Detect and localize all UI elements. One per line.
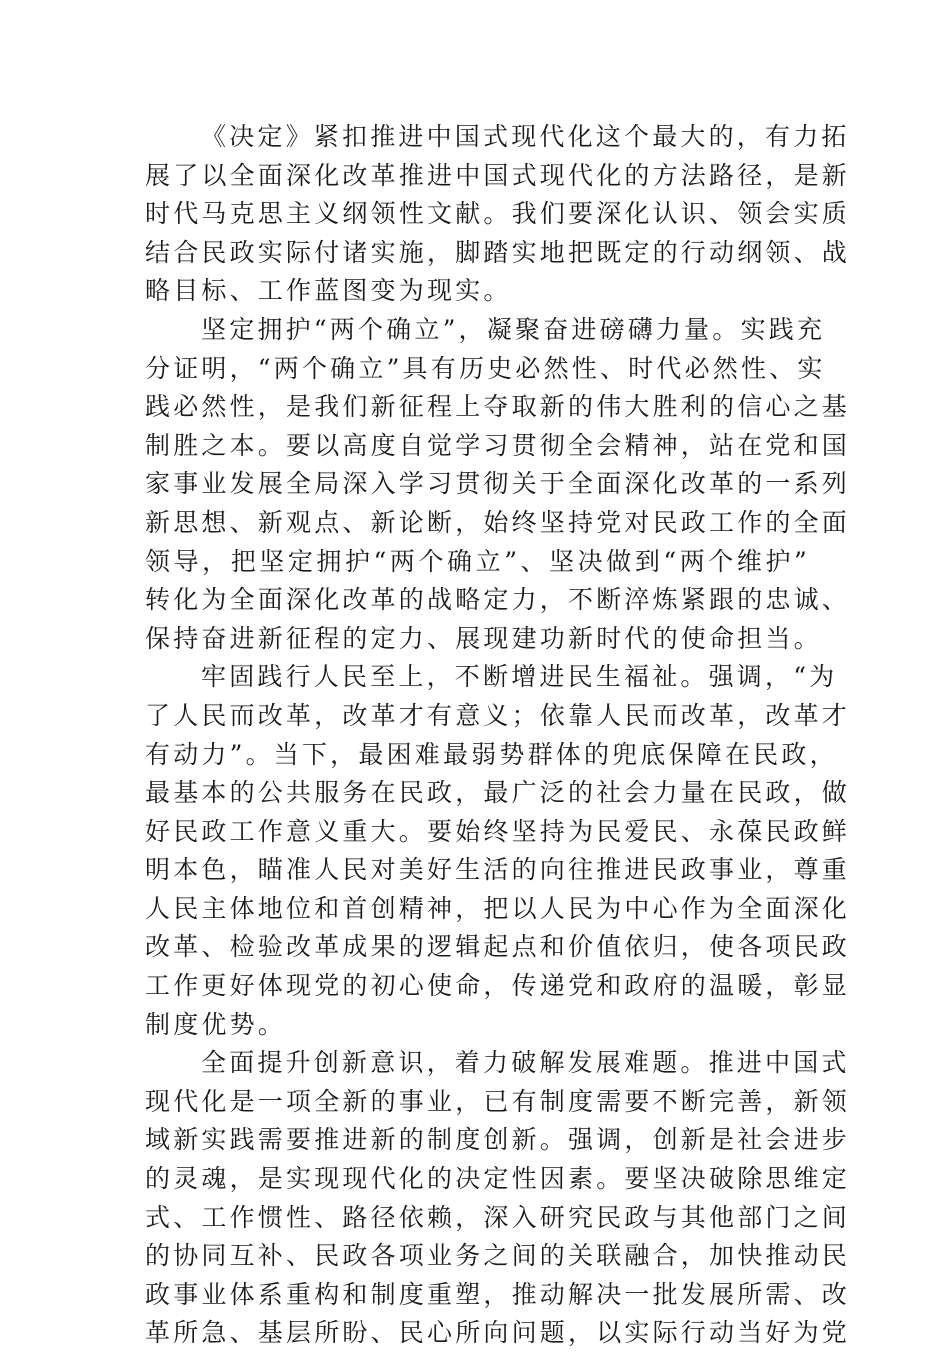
- text-line: 转化为全面深化改革的战略定力，不断淬炼紧跟的忠诚、: [145, 585, 851, 615]
- paragraph-4: [145, 1044, 851, 1353]
- paragraph-1: [145, 118, 851, 311]
- text-line: 坚定拥护“两个确立”，凝聚奋进磅礴力量。实践充: [201, 314, 826, 344]
- text-line: 领导，把坚定拥护“两个确立”、坚决做到“两个维护”: [145, 546, 810, 576]
- text-line: 人民主体地位和首创精神，把以人民为中心作为全面深化: [145, 893, 851, 923]
- text-line: 式、工作惯性、路径依赖，深入研究民政与其他部门之间: [145, 1202, 851, 1232]
- text-line: 有动力”。当下，最困难最弱势群体的兜底保障在民政，: [145, 739, 838, 769]
- text-line: 最基本的公共服务在民政，最广泛的社会力量在民政，做: [145, 778, 851, 808]
- text-line: 略目标、工作蓝图变为现实。: [145, 276, 512, 306]
- paragraph-3: [145, 658, 851, 1044]
- document-body: [145, 118, 851, 1353]
- text-line: 明本色，瞄准人民对美好生活的向往推进民政事业，尊重: [145, 855, 851, 885]
- text-line: 的灵魂，是实现现代化的决定性因素。要坚决破除思维定: [145, 1164, 851, 1194]
- text-line: 分证明，“两个确立”具有历史必然性、时代必然性、实: [145, 353, 826, 383]
- text-line: 工作更好体现党的初心使命，传递党和政府的温暖，彰显: [145, 971, 851, 1001]
- text-line: 了人民而改革，改革才有意义；依靠人民而改革，改革才: [145, 700, 851, 730]
- text-line: 家事业发展全局深入学习贯彻关于全面深化改革的一系列: [145, 469, 851, 499]
- paragraph-2: [145, 311, 851, 658]
- text-line: 践必然性，是我们新征程上夺取新的伟大胜利的信心之基: [145, 392, 851, 422]
- text-line: 保持奋进新征程的定力、展现建功新时代的使命担当。: [145, 623, 822, 653]
- text-line: 新思想、新观点、新论断，始终坚持党对民政工作的全面: [145, 507, 851, 537]
- text-line: 改革、检验改革成果的逻辑起点和价值依归，使各项民政: [145, 932, 851, 962]
- text-line: 结合民政实际付诸实施，脚踏实地把既定的行动纲领、战: [145, 237, 851, 267]
- text-line: 政事业体系重构和制度重塑，推动解决一批发展所需、改: [145, 1279, 851, 1309]
- text-line: 制度优势。: [145, 1009, 287, 1039]
- text-line: 全面提升创新意识，着力破解发展难题。推进中国式: [201, 1048, 850, 1078]
- text-line: 好民政工作意义重大。要始终坚持为民爱民、永葆民政鲜: [145, 816, 851, 846]
- text-line: 时代马克思主义纲领性文献。我们要深化认识、领会实质: [145, 199, 851, 229]
- text-line: 现代化是一项全新的事业，已有制度需要不断完善，新领: [145, 1086, 851, 1116]
- text-line: 域新实践需要推进新的制度创新。强调，创新是社会进步: [145, 1125, 851, 1155]
- text-line: 牢固践行人民至上，不断增进民生福祉。强调，“为: [201, 662, 838, 692]
- text-line: 展了以全面深化改革推进中国式现代化的方法路径，是新: [145, 160, 851, 190]
- text-line: 制胜之本。要以高度自觉学习贯彻全会精神，站在党和国: [145, 430, 851, 460]
- text-line: 《决定》紧扣推进中国式现代化这个最大的，有力拓: [201, 122, 850, 151]
- text-line: 的协同互补、民政各项业务之间的关联融合，加快推动民: [145, 1241, 851, 1271]
- text-line: 革所急、基层所盼、民心所向问题，以实际行动当好为党: [145, 1318, 851, 1348]
